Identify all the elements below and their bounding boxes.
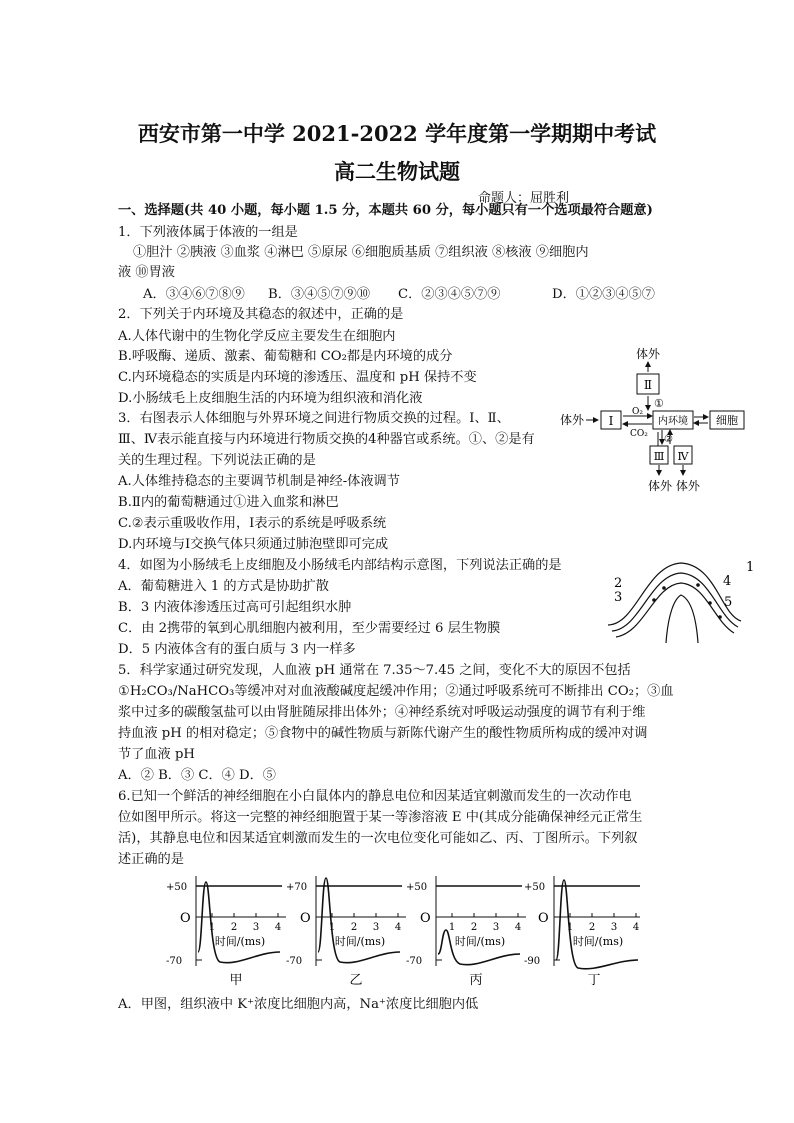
- q3-stem-line2: Ⅲ、Ⅳ表示能直接与内环境进行物质交换的4种器官或系统。①、②是有: [118, 432, 535, 447]
- q1-option-c: C．②③④⑤⑦⑨: [398, 287, 501, 302]
- q1-items-line1: ①胆汁 ②胰液 ③血浆 ④淋巴 ⑤原尿 ⑥细胞质基质 ⑦组织液 ⑧核液 ⑨细胞内: [133, 245, 589, 260]
- q3-stem-line3: 关的生理过程。下列说法正确的是: [118, 453, 316, 468]
- q1-option-d: D．①②③④⑤⑦: [552, 287, 655, 302]
- q5-options: A．② B．③ C．④ D．⑤: [118, 768, 276, 783]
- q3-option-b: B.Ⅱ内的葡萄糖通过①进入血浆和淋巴: [118, 495, 339, 510]
- diagram-process-1: ①: [654, 397, 664, 410]
- q1-option-b: B．③④⑤⑦⑨⑩: [268, 287, 371, 302]
- graph-4-name: 丁: [587, 973, 601, 988]
- graph-4-tick-label-4: 4: [632, 922, 640, 933]
- graph-2-tick-label-2: 2: [350, 922, 358, 933]
- diagram-box-1-label: Ⅰ: [608, 414, 614, 428]
- q4-option-c: C．由 2携带的氧到心肌细胞内被利用，至少需要经过 6 层生物膜: [118, 621, 501, 636]
- graph-1-x-label: 时间/(ms): [214, 935, 266, 948]
- q4-option-b: B．3 内液体渗透压过高可引起组织水肿: [118, 600, 352, 615]
- graph-1-tick-label-2: 2: [230, 922, 238, 933]
- graph-4-tick-label-3: 3: [610, 922, 618, 933]
- graph-2-bottom-label: -70: [286, 956, 303, 967]
- exam-subtitle: 高二生物试题: [334, 159, 460, 184]
- graph-1-curve: [198, 882, 280, 963]
- q6-option-a: A．甲图，组织液中 K⁺浓度比细胞内高，Na⁺浓度比细胞内低: [118, 997, 479, 1012]
- graph-4-x-label: 时间/(ms): [572, 935, 624, 948]
- q5-line4: 持血液 pH 的相对稳定；⑤食物中的碱性物质与新陈代谢产生的酸性物质所构成的缓冲对调: [118, 726, 648, 741]
- graph-4-bottom-label: -90: [524, 956, 541, 967]
- q2-stem: 2．下列关于内环境及其稳态的叙述中，正确的是: [118, 307, 404, 322]
- q1-option-a: A．③④⑥⑦⑧⑨: [143, 287, 245, 302]
- q6-line4: 述正确的是: [118, 852, 184, 867]
- diagram-box-3-label: Ⅲ: [653, 450, 665, 463]
- q4-option-a: A．葡萄糖进入 1 的方式是协助扩散: [118, 579, 329, 594]
- graph-2-tick-label-1: 1: [328, 922, 336, 933]
- diagram-cell-label: 细胞: [716, 414, 738, 427]
- q3-option-d: D.内环境与Ⅰ交换气体只须通过肺泡壁即可完成: [118, 537, 389, 552]
- villus-label-3: 3: [614, 590, 623, 605]
- graph-2-tick-label-3: 3: [372, 922, 380, 933]
- graph-4-curve: [556, 880, 638, 969]
- q4-option-d: D．5 内液体含有的蛋白质与 3 内一样多: [118, 642, 356, 657]
- graph-1-tick-label-4: 4: [274, 922, 282, 933]
- q3-stem-line1: 3．右图表示人体细胞与外界环境之间进行物质交换的过程。Ⅰ、Ⅱ、: [118, 411, 510, 426]
- graph-4-tick-label-2: 2: [588, 922, 596, 933]
- section-heading: 一、选择题(共 40 小题，每小题 1.5 分，本题共 60 分，每小题只有一个选项最符合题意): [118, 203, 653, 218]
- graph-2-curve: [318, 878, 400, 963]
- graph-2-x-label: 时间/(ms): [334, 935, 386, 948]
- diagram-outside-top: 体外: [635, 347, 661, 361]
- graph-2-top-label: +70: [286, 882, 308, 893]
- q5-line5: 节了血液 pH: [118, 747, 195, 762]
- q5-line3: 浆中过多的碳酸氢盐可以由肾脏随尿排出体外；④神经系统对呼吸运动强度的调节有利于维: [118, 705, 646, 720]
- q4-stem: 4．如图为小肠绒毛上皮细胞及小肠绒毛内部结构示意图，下列说法正确的是: [118, 558, 562, 573]
- q3-exchange-diagram: [558, 344, 748, 494]
- exam-author: 命题人：屈胜利: [478, 191, 570, 206]
- graph-2-origin: O: [300, 911, 311, 926]
- exam-title: 西安市第一中学 2021-2022 学年度第一学期期中考试: [137, 121, 657, 146]
- graph-1-bottom-label: -70: [166, 956, 183, 967]
- graph-3-top-label: +50: [406, 882, 428, 893]
- villus-label-2: 2: [614, 576, 623, 591]
- diagram-process-2: ②: [664, 434, 673, 445]
- graph-3-tick-label-1: 1: [448, 922, 456, 933]
- graph-1-name: 甲: [229, 973, 243, 988]
- q2-option-b: B.呼吸酶、递质、激素、葡萄糖和 CO₂都是内环境的成分: [118, 349, 453, 364]
- graph-3-tick-label-4: 4: [514, 922, 522, 933]
- q6-potential-graphs: [160, 872, 640, 990]
- graph-1-tick-label-1: 1: [208, 922, 216, 933]
- diagram-box-2-label: Ⅱ: [643, 378, 653, 392]
- q4-villus-diagram: [606, 555, 756, 645]
- graph-2-tick-label-4: 4: [394, 922, 402, 933]
- graph-1-top-label: +50: [166, 882, 188, 893]
- q5-line2: ①H₂CO₃/NaHCO₃等缓冲对对血液酸碱度起缓冲作用；②通过呼吸系统可不断排出 CO₂；③血: [118, 684, 674, 699]
- q3-option-c: C.②表示重吸收作用，Ⅰ表示的系统是呼吸系统: [118, 516, 387, 531]
- q2-option-a: A.人体代谢中的生物化学反应主要发生在细胞内: [118, 329, 396, 344]
- diagram-outside-left: 体外: [560, 413, 585, 427]
- graph-4-top-label: +50: [524, 882, 546, 893]
- graph-3-tick-label-2: 2: [470, 922, 478, 933]
- graph-4-tick-label-1: 1: [566, 922, 574, 933]
- q3-option-a: A.人体维持稳态的主要调节机制是神经-体液调节: [118, 474, 400, 489]
- graph-3-name: 丙: [469, 973, 483, 988]
- graph-3-tick-label-3: 3: [492, 922, 500, 933]
- q2-option-c: C.内环境稳态的实质是内环境的渗透压、温度和 pH 保持不变: [118, 370, 477, 385]
- graph-1-origin: O: [180, 911, 191, 926]
- q6-line3: 活)，其静息电位和因某适宜刺激而发生的一次电位变化可能如乙、丙、丁图所示。下列叙: [118, 831, 638, 846]
- graph-3-origin: O: [420, 911, 431, 926]
- diagram-co2: CO₂: [630, 429, 648, 439]
- diagram-inner-label: 内环境: [658, 416, 688, 427]
- graph-4-origin: O: [538, 911, 549, 926]
- graph-3-bottom-label: -70: [406, 956, 423, 967]
- q1-items-line2: 液 ⑩胃液: [118, 265, 175, 280]
- diagram-o2: O₂: [632, 407, 643, 417]
- villus-label-1: 1: [746, 560, 755, 575]
- q1-stem: 1．下列液体属于体液的一组是: [118, 225, 298, 240]
- diagram-outside-bottom: 体外 体外: [648, 479, 700, 493]
- q5-line1: 5．科学家通过研究发现，人血液 pH 通常在 7.35～7.45 之间，变化不大的原因不包括: [118, 663, 631, 678]
- graph-1-tick-label-3: 3: [252, 922, 260, 933]
- graph-2-name: 乙: [349, 973, 363, 988]
- q2-option-d: D.小肠绒毛上皮细胞生活的内环境为组织液和消化液: [118, 391, 423, 406]
- graph-3-x-label: 时间/(ms): [454, 935, 506, 948]
- diagram-box-4-label: Ⅳ: [677, 450, 689, 463]
- villus-label-4: 4: [723, 574, 732, 589]
- q6-line1: 6.已知一个鲜活的神经细胞在小白鼠体内的静息电位和因某适宜刺激而发生的一次动作电: [118, 789, 632, 804]
- villus-label-5: 5: [724, 595, 733, 610]
- q6-line2: 位如图甲所示。将这一完整的神经细胞置于某一等渗溶液 E 中(其成分能确保神经元正常生: [118, 810, 643, 825]
